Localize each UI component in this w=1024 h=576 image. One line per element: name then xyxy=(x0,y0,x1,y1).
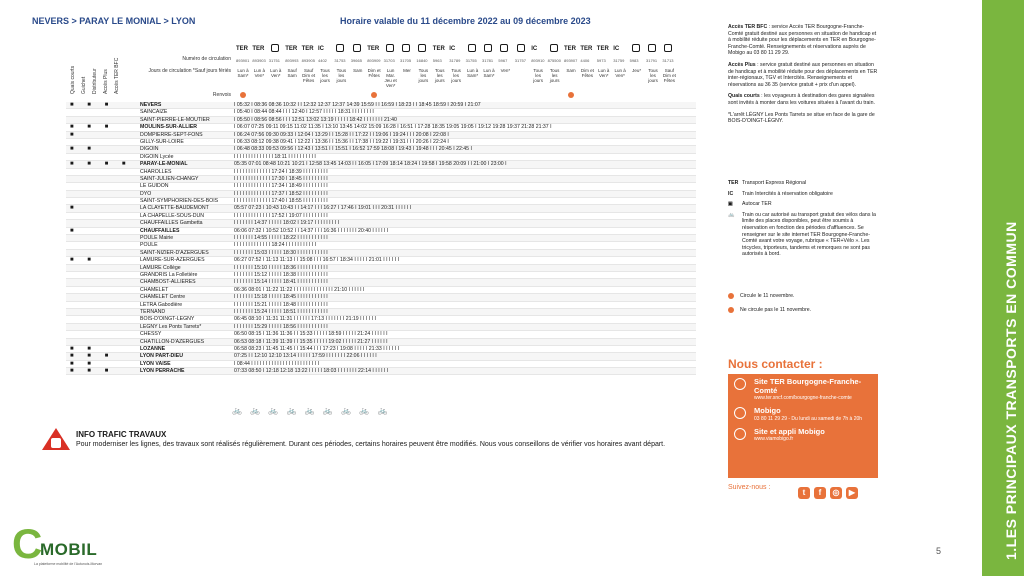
table-row xyxy=(66,368,696,375)
row-label-numero: Numéro de circulation xyxy=(182,56,231,62)
stop-name: LA CHAPELLE-SOUS-DUN xyxy=(140,212,204,219)
service-marks: ■ ■ xyxy=(70,257,97,264)
logo-letter: C xyxy=(12,520,43,567)
bus-icon xyxy=(336,44,344,52)
table-row xyxy=(66,265,696,272)
timetable-header xyxy=(66,40,696,96)
stop-times: I I I I I I I 15:18 I I I I I 18:45 I I I I I I I I I I I xyxy=(234,294,328,301)
stop-times: 06:50 08:15 I 11:36 11:36 I I 15:33 I I I I I 18:59 I I I I I 21:24 I I I I I I xyxy=(234,331,388,338)
circulation-days: Mer xyxy=(403,68,411,73)
stop-name: GILLY-SUR-LOIRE xyxy=(140,138,184,145)
quais-courts-info: Quais courts : les voyageurs à destination des gares signalées sont invités à monter dans les voitures situées à l'avant du train. xyxy=(728,93,875,106)
bike-row: 🚲 🚲 🚲 🚲 🚲 🚲 🚲 🚲 🚲 xyxy=(232,406,391,415)
stop-name: SAINT-SYMPHORIEN-DES-BOIS xyxy=(140,198,219,205)
contact-item[interactable] xyxy=(734,407,872,422)
stop-times: I 06:07 07:25 09:11 09:15 11:02 11:35 I 13:10 13:45 14:02 15:09 16:28 I 16:51 I 17:28 18:35 19:05 19:05 I 19:12 19:28 19:37 21:28 21:37 I xyxy=(234,124,552,131)
stop-name: LOZANNE xyxy=(140,345,166,352)
stop-times: I I I I I I I 14:55 I I I I I 18:22 I I I I I I I I I I I xyxy=(234,235,328,242)
legend-text: Autocar TER xyxy=(742,201,772,208)
bus-icon xyxy=(550,44,558,52)
train-type: TER xyxy=(432,46,445,52)
validity-title: Horaire valable du 11 décembre 2022 au 09 décembre 2023 xyxy=(340,16,591,26)
table-row xyxy=(66,302,696,309)
bus-icon xyxy=(468,44,476,52)
table-row xyxy=(66,294,696,301)
legny-note: *L'arrêt LÉGNY Les Ponts Tarrets se situe en face de la gare de BOIS-D'OINGT-LÉGNY. xyxy=(728,111,875,125)
train-number: 31759 xyxy=(613,58,625,63)
table-row xyxy=(66,220,696,227)
legend-text: Train ou car autorisé au transport gratuit des vélos dans la limite des places disponibles, peut être soumis à réservation en fonction des périodes d'affluences. Se renseigner sur le site internet TER Bourgogne-Franche-Comté avant votre voyage, rubrique « TER+Vélo ». Les tricycles, triporteurs, tandems et remorques ne sont pas autorisés à bord. xyxy=(742,211,876,258)
table-row xyxy=(66,169,696,176)
bus-icon xyxy=(648,44,656,52)
logo-tagline: La plateforme mobilité de l'Autunois-Morvan xyxy=(34,562,103,566)
train-number: 31751 xyxy=(268,58,280,63)
stop-times: I I I I I I I 15:03 I I I I I 18:30 I I I I I I I I I I I xyxy=(234,249,328,256)
table-row xyxy=(66,309,696,316)
circulation-days: Tous les jours xyxy=(549,68,560,83)
stop-name: SAINT-PIERRE-LE-MOÛTIER xyxy=(140,116,210,123)
stop-times: I 05:32 I 08:36 08:36 10:32 I I 12:32 12:37 12:37 14:39 15:59 I I 16:59 I 18:23 I I 18:45 18:59 I 20:59 I 21:07 xyxy=(234,102,481,108)
train-type: TER xyxy=(285,46,298,52)
contact-card xyxy=(728,374,878,478)
stop-name: CHÂTILLON-D'AZERGUES xyxy=(140,338,205,345)
stop-times: 06:06 07:32 I 10:52 10:52 I I 14:37 I I I 16:36 I I I I I I I 20:40 I I I I I I xyxy=(234,227,389,234)
stop-times: I I I I I I I I I I I I I 17:24 I 18:39 I I I I I I I I I xyxy=(234,168,328,175)
circulation-days: Tous les jours xyxy=(533,68,544,83)
stop-name: CHAMELET xyxy=(140,286,169,293)
train-number: 893910 xyxy=(531,58,545,63)
stop-times: 06:58 08:23 I 11:45 11:45 I I 15:44 I I I 17:23 I 19:08 I I I I I 21:33 I I I I I I xyxy=(234,345,400,352)
table-row xyxy=(66,353,696,360)
train-number: 893907 xyxy=(564,58,578,63)
train-type: IC xyxy=(449,46,456,52)
stop-times: I I I I I I I I I I I I I I 18:11 I I I I I I I I I I xyxy=(234,153,316,160)
train-number: 16840 xyxy=(416,58,428,63)
note-text: Ne circule pas le 11 novembre. xyxy=(740,307,812,313)
table-row xyxy=(66,117,696,124)
stop-times: 05:35 07:01 08:48 10:21 10:21 I 12:58 13:45 14:03 I I 16:05 I 17:09 18:14 18:24 I 19:58 I 19:58 20:09 I I 21:00 I 23:00 I xyxy=(234,161,507,168)
stop-times: I I I I I I I I I I I I I 17:52 I 19:07 I I I I I I I I I xyxy=(234,212,328,219)
facebook-icon[interactable]: f xyxy=(814,487,826,499)
stop-name: LAMURE-SUR-AZERGUES xyxy=(140,257,205,264)
service-marks: ■ xyxy=(70,205,80,212)
train-number: 893909 xyxy=(367,58,381,63)
bus-icon xyxy=(664,44,672,52)
train-number: 31781 xyxy=(482,58,494,63)
note-text: Circule le 11 novembre. xyxy=(740,293,795,299)
contact-item-title: Mobigo xyxy=(754,406,781,415)
table-row xyxy=(66,242,696,249)
contact-item-title: Site et appli Mobigo xyxy=(754,426,825,436)
contact-item-sub: www.viamobigo.fr xyxy=(754,436,794,442)
train-type: TER xyxy=(301,46,314,52)
train-number: 31753 xyxy=(334,58,346,63)
table-row xyxy=(66,146,696,153)
service-marks: ■ ■ ■ xyxy=(70,124,115,131)
table-row xyxy=(66,124,696,131)
table-row xyxy=(66,205,696,212)
twitter-icon[interactable]: t xyxy=(798,487,810,499)
stop-name: LAMURE Collège xyxy=(140,264,181,271)
table-row xyxy=(66,176,696,183)
column-label: Quais courts xyxy=(70,65,76,94)
train-number: 875500 xyxy=(547,58,561,63)
stop-times: I I I I I I I I I I I I I 18:24 I I I I I I I I I I I xyxy=(234,242,317,249)
stop-name: CHESSY xyxy=(140,331,162,338)
stop-name: CHAUFFAILLES Gambetta xyxy=(140,220,203,227)
stop-times: I 06:48 08:33 09:53 09:56 I 12:43 I 13:51 I I 15:51 I 16:52 17:59 18:08 I 19:43 I 19:48 I I I 20:45 I 22:45 I xyxy=(234,146,472,153)
traffic-title: INFO TRAFIC TRAVAUX xyxy=(76,430,167,439)
service-marks: ■ ■ xyxy=(70,360,97,367)
table-row xyxy=(66,316,696,323)
renvoi-marker xyxy=(240,92,246,98)
table-row xyxy=(66,361,696,368)
bus-icon xyxy=(418,44,426,52)
mobile-icon xyxy=(734,428,746,440)
circulation-days: Jeu* xyxy=(632,68,642,73)
column-label: Accès Plus xyxy=(103,69,109,94)
roadwork-icon xyxy=(51,438,61,448)
circulation-days: Tous les jours xyxy=(418,68,429,83)
legend-key: TER xyxy=(728,180,739,186)
table-row xyxy=(66,346,696,353)
train-type: TER xyxy=(580,46,593,52)
stop-times: 07:33 08:50 I 12:18 12:18 13:22 I I I I I 18:03 I I I I I I I 22:14 I I I I I I xyxy=(234,368,389,375)
stop-times: I I I I I I I 15:10 I I I I I 18:36 I I I I I I I I I I I xyxy=(234,264,328,271)
train-number: 5983 xyxy=(629,58,639,63)
train-type: IC xyxy=(531,46,538,52)
follow-label: Suivez-nous : xyxy=(728,484,771,491)
train-number: 4406 xyxy=(580,58,590,63)
note-dot-icon xyxy=(728,293,734,299)
bus-icon xyxy=(632,44,640,52)
stop-name: PARAY-LE-MONIAL xyxy=(140,161,188,168)
circulation-days: Dim et Fêtes xyxy=(580,68,594,78)
legend-key: 🚲 xyxy=(728,211,735,218)
circulation-days: Tous les jours xyxy=(320,68,330,83)
computer-icon xyxy=(734,378,746,390)
circulation-days: Sam xyxy=(353,68,363,73)
stop-times: I I I I I I I I I I I I I 17:30 I 18:45 I I I I I I I I I xyxy=(234,175,328,182)
note-item xyxy=(728,292,878,300)
stop-name: DIGOIN Lycée xyxy=(140,153,174,160)
train-type: IC xyxy=(613,46,620,52)
train-type: IC xyxy=(318,46,324,52)
legend xyxy=(728,180,878,262)
circulation-days: Lun à Ven* xyxy=(253,68,266,78)
stop-times: I 08:44 I I I I I I I I I I I I I I I I I I I I I I I I xyxy=(234,360,320,367)
stop-name: LYON PART-DIEU xyxy=(140,353,183,360)
train-type: TER xyxy=(252,46,265,52)
bus-icon xyxy=(484,44,492,52)
legend-key: ▣ xyxy=(728,201,733,208)
circulation-days: Lun à Ven* xyxy=(614,68,626,78)
timetable-rows xyxy=(66,102,696,375)
route-title: NEVERS > PARAY LE MONIAL > LYON xyxy=(32,16,196,26)
table-row xyxy=(66,287,696,294)
circulation-days: Lun à Sam* xyxy=(466,68,479,78)
train-number: 31755 xyxy=(465,58,477,63)
cmobil-logo xyxy=(12,522,112,570)
instagram-icon[interactable]: ◎ xyxy=(830,487,842,499)
train-number: 893905 xyxy=(301,58,315,63)
stop-times: I I I I I I I I I I I I I 17:37 I 18:52 I I I I I I I I I xyxy=(234,190,328,197)
contact-title: Nous contacter : xyxy=(728,357,823,371)
stop-name: LA CLAYETTE-BAUDEMONT xyxy=(140,205,209,212)
train-number: 893993 xyxy=(285,58,299,63)
stop-name: LÉGNY Les Ponts Tarrets* xyxy=(140,323,202,330)
service-marks: ■ xyxy=(70,131,80,138)
service-marks: ■ ■ xyxy=(70,146,97,153)
page-number: 5 xyxy=(936,546,942,556)
train-number: 31703 xyxy=(383,58,395,63)
table-row xyxy=(66,109,696,116)
row-label-renvois: Renvois xyxy=(212,92,231,98)
contact-item[interactable] xyxy=(734,378,872,401)
stop-name: LYON PERRACHE xyxy=(140,368,185,375)
stop-times: I 05:50 I 08:56 08:56 I I I 12:51 13:02 13:19 I I I I I 18:42 I I I I I I I 21:40 xyxy=(234,116,397,123)
stop-name: CHAMBOST-ALLIÈRES xyxy=(140,279,196,286)
table-row xyxy=(66,191,696,198)
bus-icon xyxy=(271,44,279,52)
train-number: 31789 xyxy=(449,58,461,63)
stop-name: BOIS-D'OINGT-LÉGNY xyxy=(140,316,195,323)
stop-name: POULE xyxy=(140,242,158,249)
stop-times: I I I I I I I 15:21 I I I I I 18:48 I I I I I I I I I I I xyxy=(234,301,328,308)
service-marks: ■ ■ ■ xyxy=(70,102,115,108)
contact-item[interactable] xyxy=(734,428,872,443)
legend-item xyxy=(728,191,878,198)
circulation-days: Sauf Dim et Fêtes xyxy=(302,68,316,83)
table-row xyxy=(66,331,696,338)
bus-icon xyxy=(353,44,361,52)
table-row xyxy=(66,279,696,286)
bus-icon xyxy=(386,44,394,52)
phone-icon xyxy=(734,407,746,419)
stop-times: I I I I I I I 15:12 I I I I I 18:38 I I I I I I I I I I I xyxy=(234,271,328,278)
legend-item xyxy=(728,212,878,258)
train-number: 39665 xyxy=(350,58,362,63)
train-number: 5967 xyxy=(498,58,508,63)
stop-name: SAINT-NIZIER-D'AZERGUES xyxy=(140,249,209,256)
stop-name: NEVERS xyxy=(140,102,162,108)
column-label: Guichet xyxy=(81,76,87,94)
table-row xyxy=(66,161,696,168)
stop-name: DOMPIERRE-SEPT-FONS xyxy=(140,131,203,138)
stop-name: CHAROLLES xyxy=(140,168,172,175)
stop-name: DIGOIN xyxy=(140,146,159,153)
circulation-days: Sauf Sam xyxy=(287,68,297,78)
stop-times: I I I I I I I 15:24 I I I I I 18:51 I I I I I I I I I I I xyxy=(234,308,328,315)
stop-name: LE GUIDON xyxy=(140,183,169,190)
contact-item-title: Site TER Bourgogne-Franche-Comté xyxy=(754,377,862,395)
train-number: 893901 xyxy=(236,58,250,63)
table-row xyxy=(66,257,696,264)
service-marks: ■ ■ ■ ■ xyxy=(70,161,132,168)
table-row xyxy=(66,139,696,146)
table-row xyxy=(66,132,696,139)
stop-times: I I I I I I I I I I I I I 17:34 I 18:49 I I I I I I I I I xyxy=(234,183,328,190)
stop-name: SAINCAIZE xyxy=(140,109,168,116)
stop-times: I 05:40 I 08:44 08:44 I I I 12:40 I 12:57 I I I I I 18:31 I I I I I I I I xyxy=(234,109,374,116)
stop-times: 05:57 07:23 I 10:43 10:43 I I 14:17 I I I 16:27 I 17:46 I 19:01 I I I 20:31 I I I I I I xyxy=(234,205,412,212)
youtube-icon[interactable]: ▶ xyxy=(846,487,858,499)
table-row xyxy=(66,198,696,205)
legend-item xyxy=(728,180,878,187)
service-marks: ■ ■ ■ xyxy=(70,353,115,360)
legend-item xyxy=(728,201,878,208)
renvoi-marker xyxy=(371,92,377,98)
column-label: Distributeur xyxy=(92,68,98,94)
stop-times: 06:27 07:52 I 11:13 11:13 I I 15:08 I I I 16:57 I 18:34 I I I I I 21:01 I I I I I I xyxy=(234,257,400,264)
stop-times: I I I I I I I I I I I I I 17:40 I 18:55 I I I I I I I I I xyxy=(234,198,328,205)
table-row xyxy=(66,102,696,109)
stop-name: POULE Mairie xyxy=(140,235,174,242)
circulation-days: Tous les jours xyxy=(434,68,445,83)
table-row xyxy=(66,183,696,190)
train-type: TER xyxy=(236,46,248,52)
stop-name: GRANDRIS La Folletière xyxy=(140,271,198,278)
circulation-days: Tous les jours xyxy=(648,68,658,83)
notes xyxy=(728,292,878,320)
stop-times: 07:25 I I 12:10 12:10 13:14 I I I I I 17:59 I I I I I I I 22:06 I I I I I I xyxy=(234,353,377,360)
note-dot-icon xyxy=(728,307,734,313)
service-marks: ■ xyxy=(70,227,80,234)
train-number: 31705 xyxy=(400,58,412,63)
train-number: 5963 xyxy=(432,58,442,63)
table-row xyxy=(66,272,696,279)
stop-name: MOULINS-SUR-ALLIER xyxy=(140,124,198,131)
circulation-days: Tous les jours xyxy=(451,68,462,83)
stop-name: CHAUFFAILLES xyxy=(140,227,180,234)
table-row xyxy=(66,339,696,346)
stop-times: I I I I I I I 15:14 I I I I I 18:41 I I I I I I I I I I I xyxy=(234,279,328,286)
stop-times: 06:36 08:01 I 11:22 11:22 I I I I I I I I I I I I I I 21:10 I I I I I I xyxy=(234,286,365,293)
circulation-days: Sam xyxy=(566,68,576,73)
renvoi-marker xyxy=(568,92,574,98)
circulation-days: Sauf Dim et Fêtes xyxy=(662,68,676,83)
stop-name: DYO xyxy=(140,190,152,197)
stop-times: I 06:33 08:12 09:38 09:41 I 12:22 I 13:36 I I 15:36 I I 17:38 I I 19:22 I 19:31 I I I 20:26 I 22:24 I xyxy=(234,138,449,145)
circulation-days: Lun à Sam* xyxy=(483,68,495,78)
train-type: TER xyxy=(596,46,609,52)
train-type: TER xyxy=(564,46,576,52)
table-row xyxy=(66,324,696,331)
logo-word: MOBIL xyxy=(40,540,98,559)
table-row xyxy=(66,213,696,220)
section-title: 1.LES PRINCIPAUX TRANSPORTS EN COMMUN xyxy=(1003,221,1019,560)
stop-times: 06:53 08:18 I 11:39 11:39 I I 15:35 I I I I I 19:02 I I I I I 21:27 I I I I I I xyxy=(234,338,388,345)
bus-icon xyxy=(402,44,410,52)
train-number: 893903 xyxy=(252,58,266,63)
table-row xyxy=(66,154,696,161)
stop-name: SAINT-JULIEN-CHANGY xyxy=(140,175,199,182)
stop-times: 06:45 08:10 I 11:31 11:31 I I I I I I 17:13 I I I I I I I 21:19 I I I I I I xyxy=(234,316,376,323)
service-marks: ■ ■ ■ xyxy=(70,368,115,375)
stop-name: LÉTRA Gabodière xyxy=(140,301,183,308)
note-item xyxy=(728,306,878,314)
info-sidebar xyxy=(728,24,878,130)
circulation-days: Lun à Ven* xyxy=(598,68,610,78)
traffic-text: Pour moderniser les lignes, des travaux sont réalisés régulièrement. Durant ces périodes, certains horaires peuvent être modifiés. Nous vous conseillons de vérifier vos horaires avant départ. xyxy=(76,441,666,448)
table-row xyxy=(66,250,696,257)
stop-times: I I I I I I I 15:29 I I I I I 18:56 I I I I I I I I I I I xyxy=(234,323,328,330)
legend-text: Train Intercités à réservation obligatoire xyxy=(742,190,833,197)
stop-times: I 06:24 07:56 09:30 09:33 I 12:04 I 13:29 I I 15:28 I I 17:22 I I 19:06 I 19:24 I I I 20:08 I 22:08 I xyxy=(234,131,449,138)
table-row xyxy=(66,228,696,235)
service-marks: ■ ■ xyxy=(70,345,97,352)
column-label: Accès TER BFC xyxy=(114,57,120,94)
stop-name: LYON VAISE xyxy=(140,360,171,367)
train-number: 31791 xyxy=(646,58,658,63)
timetable xyxy=(66,40,696,405)
stop-name: CHAMELET Centre xyxy=(140,294,186,301)
circulation-days: Lun Mar. Jeu et Ven* xyxy=(384,68,397,88)
train-number: 5973 xyxy=(596,58,606,63)
bus-icon xyxy=(500,44,508,52)
circulation-days: Dim et Fêtes xyxy=(367,68,381,78)
circulation-days: Lun à Sam* xyxy=(237,68,249,78)
circulation-days: Tous les jours xyxy=(336,68,347,83)
contact-item-sub: www.ter.sncf.com/bourgogne-franche-comte xyxy=(754,395,852,401)
legend-key: IC xyxy=(728,190,734,197)
bus-icon xyxy=(517,44,525,52)
train-number: 31713 xyxy=(662,58,674,63)
stop-name: TERNAND xyxy=(140,308,166,315)
train-number: 31757 xyxy=(514,58,526,63)
contact-item-sub: 03 80 11 29 29 - Du lundi au samedi de 7h à 20h xyxy=(754,415,863,422)
circulation-days: Lun à Ven* xyxy=(270,68,282,78)
row-label-jours: Jours de circulation *Sauf jours fériés xyxy=(148,68,231,74)
stop-times: I I I I I I I 14:37 I I I I I 18:02 I 19:17 I I I I I I I I I xyxy=(234,220,340,227)
social-icons xyxy=(798,482,862,500)
table-row xyxy=(66,235,696,242)
acces-plus-info: Accès Plus : service gratuit destiné aux personnes en situation de handicap et à mobilité réduite pour des déplacements en TER inter-régionaux, TGV et Intercités. Renseignements et réservations au 36 35 (service gratuit + prix d'un appel). xyxy=(728,61,878,88)
circulation-days: Ven* xyxy=(500,68,511,73)
train-number: 4402 xyxy=(318,58,327,63)
train-type: TER xyxy=(367,46,380,52)
acces-ter-info: Accès TER BFC : service Accès TER Bourgogne-Franche-Comté gratuit destiné aux personnes en situation de handicap et à mobilité réduite pour les déplacements en TER en Bourgogne-Franche-Comté. Renseignements et réservations auprès de Mobigo au 03 80 11 29 29. xyxy=(728,24,877,57)
legend-text: Transport Express Régional xyxy=(742,180,807,186)
